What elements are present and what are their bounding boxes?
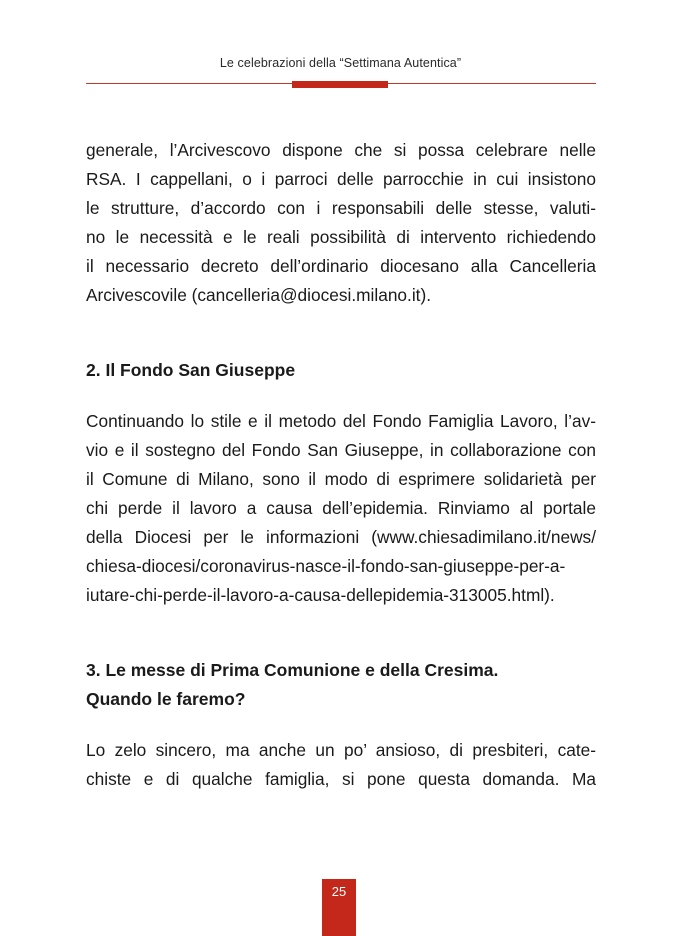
text-line: le strutture, d’accordo con i responsabili delle stesse, valuti- <box>86 198 596 218</box>
page-body <box>86 136 596 794</box>
paragraph-prima-comunione <box>86 736 596 794</box>
heading-line: Quando le faremo? <box>86 689 246 709</box>
text-line: Continuando lo stile e il metodo del Fondo Famiglia Lavoro, l’av- <box>86 411 596 431</box>
text-line: il necessario decreto dell’ordinario diocesano alla Cancelleria <box>86 256 596 276</box>
text-line: chiste e di qualche famiglia, si pone questa domanda. Ma <box>86 769 596 789</box>
text-line: chi perde il lavoro a causa dell’epidemia. Rinviamo al portale <box>86 498 596 518</box>
text-line: RSA. I cappellani, o i parroci delle parrocchie in cui insistono <box>86 169 596 189</box>
text-line: vio e il sostegno del Fondo San Giuseppe, in collaborazione con <box>86 440 596 460</box>
text-line: iutare-chi-perde-il-lavoro-a-causa-dellepidemia-313005.html). <box>86 585 555 605</box>
section-heading-prima-comunione <box>86 656 596 714</box>
page-number: 25 <box>322 879 356 936</box>
text-line: generale, l’Arcivescovo dispone che si possa celebrare nelle <box>86 140 596 160</box>
header-accent-bar <box>292 81 388 88</box>
text-line: no le necessità e le reali possibilità di intervento richiedendo <box>86 227 596 247</box>
paragraph-fondo-san-giuseppe <box>86 407 596 610</box>
text-line: Lo zelo sincero, ma anche un po’ ansioso, di presbiteri, cate- <box>86 740 596 760</box>
text-line: il Comune di Milano, sono il modo di esprimere solidarietà per <box>86 469 596 489</box>
paragraph-rsa <box>86 136 596 310</box>
section-heading-fondo-san-giuseppe: 2. Il Fondo San Giuseppe <box>86 360 296 380</box>
text-line: Arcivescovile (cancelleria@diocesi.milano.it). <box>86 285 432 305</box>
text-line: chiesa-diocesi/coronavirus-nasce-il-fondo-san-giuseppe-per-a- <box>86 556 566 576</box>
text-line: della Diocesi per le informazioni (www.chiesadimilano.it/news/ <box>86 527 596 547</box>
heading-line: 3. Le messe di Prima Comunione e della Cresima. <box>86 660 499 680</box>
running-header: Le celebrazioni della “Settimana Autentica” <box>219 56 462 70</box>
